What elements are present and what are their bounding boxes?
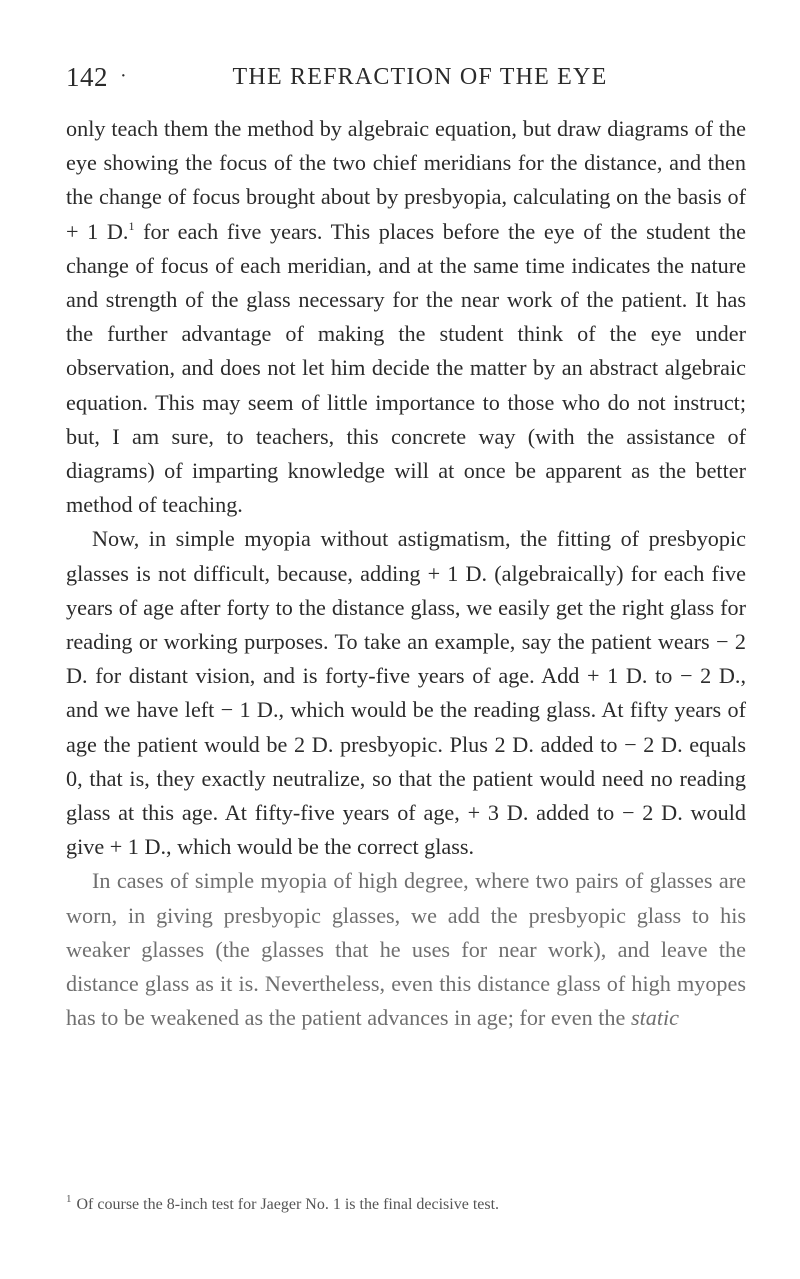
paragraph-1 xyxy=(66,112,746,522)
italic-word: static xyxy=(630,1005,680,1031)
paragraph-2: Now, in simple myopia without astigmatism, the fitting of presbyopic glasses is not difficult, because, adding + 1 D. (algebraically) for each five years of age after forty to the distance glass, we easily get the right glass for reading or working purposes. To take an example, say the patient wears − 2 D. for distant vision, and is forty-five years of age. Add + 1 D. to − 2 D., and we have left − 1 D., which would be the reading glass. At fifty years of age the patient would be 2 D. presbyopic. Plus 2 D. added to − 2 D. equals 0, that is, they exactly neutralize, so that the patient would need no reading glass at this age. At fifty-five years of age, + 3 D. added to − 2 D. would give + 1 D., which would be the correct glass. xyxy=(66,526,746,860)
footnote xyxy=(66,1193,750,1214)
running-head xyxy=(66,62,750,98)
footnote-reference: 1 xyxy=(128,218,135,233)
running-title: THE REFRACTION OF THE EYE xyxy=(232,64,608,90)
page-number: 142 xyxy=(66,62,108,92)
paragraph-3 xyxy=(66,864,746,1035)
paragraph-1-text: only teach them the method by algebraic equation, but draw diagrams of the eye showing the focus of the two chief meridians for the distance, and then the change of focus brought about by presbyopia, calculating on the basis of + 1 D. xyxy=(66,116,746,244)
footnote-text: Of course the 8-inch test for Jaeger No. 1 is the final decisive test. xyxy=(76,1196,500,1213)
header-separator: · xyxy=(120,65,127,87)
body-text xyxy=(66,112,746,1035)
paragraph-1-continuation: for each five years. This places before the eye of the student the change of focus of each meridian, and at the same time indicates the nature and strength of the glass necessary for the near work of the patient. It has the further advantage of making the student think of the eye under observation, and does not let him decide the matter by an abstract algebraic equation. This may seem of little importance to those who do not instruct; but, I am sure, to teachers, this concrete way (with the assistance of diagrams) of imparting knowledge will at once be apparent as the better method of teaching. xyxy=(66,218,746,518)
footnote-marker: 1 xyxy=(66,1193,72,1205)
paragraph-3-text: In cases of simple myopia of high degree, where two pairs of glasses are worn, in giving presbyopic glasses, we add the presbyopic glass to his weaker glasses (the glasses that he uses for near work), and leave the distance glass as it is. Nevertheless, even this distance glass of high myopes has to be weakened as the patient advances in age; for even the xyxy=(66,868,746,1031)
